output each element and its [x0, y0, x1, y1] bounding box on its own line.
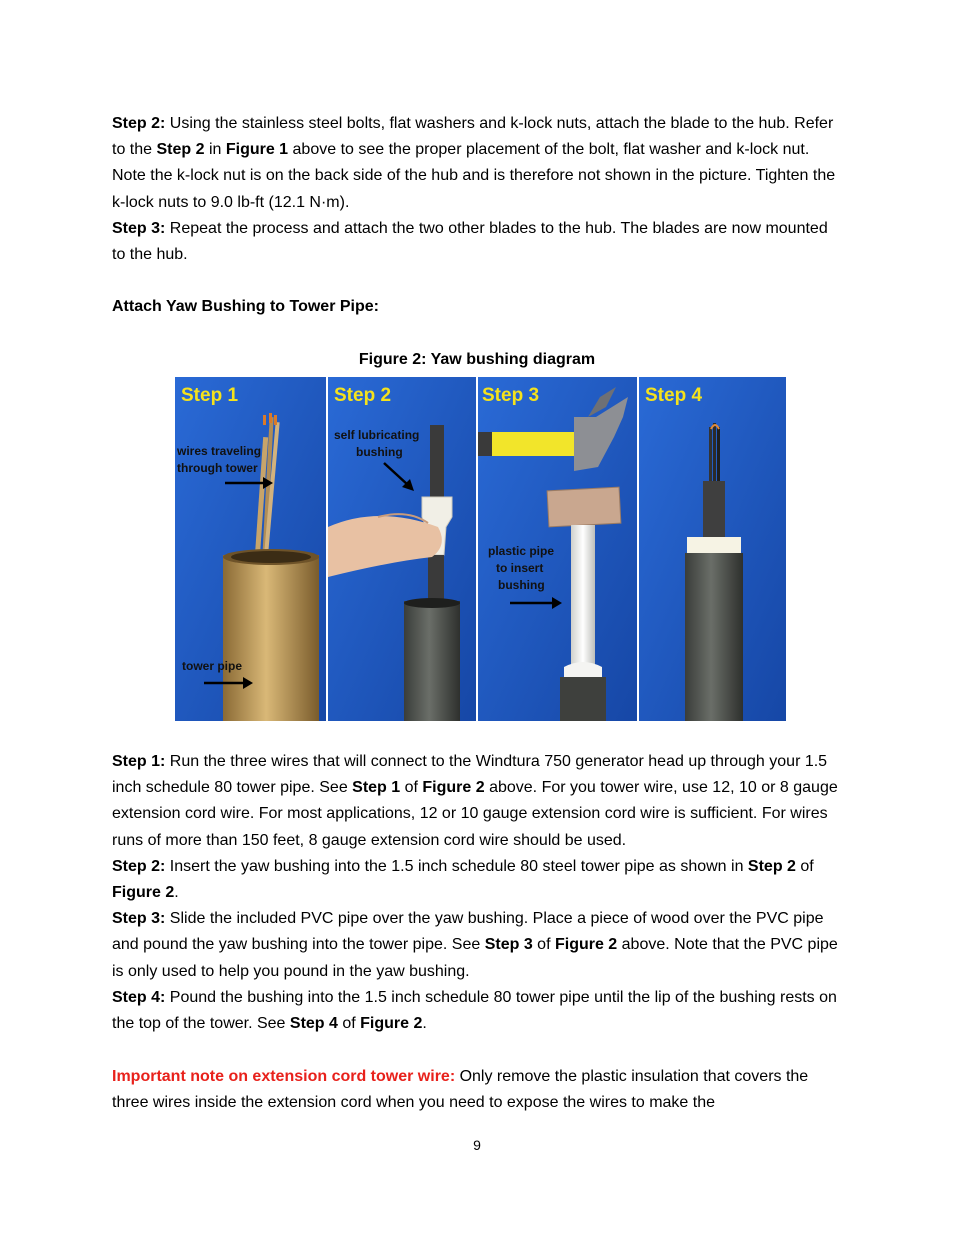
paragraph: [112, 854, 844, 906]
annotation-label: plastic pipe: [488, 544, 555, 558]
text-run: of: [532, 936, 555, 954]
bold-run: Step 2: [747, 857, 796, 875]
figure-panel-step3: [478, 377, 637, 721]
text-run: above. Note that the PVC pipe is only used to help you pound in the yaw bushing.: [112, 936, 838, 980]
bold-run: Step 4:: [112, 988, 166, 1006]
paragraph: [112, 749, 844, 854]
yaw-bushing-figure: [175, 377, 786, 721]
page-number: 9: [473, 1137, 481, 1153]
important-label: Important note on extension cord tower wire:: [112, 1068, 456, 1085]
step-label: Step 4: [645, 385, 703, 406]
text-run: Using the stainless steel bolts, flat washers and k-lock nuts, attach the blade to the hub. Refer to the: [112, 115, 834, 159]
annotation-label: bushing: [356, 445, 403, 459]
paragraph: [112, 111, 844, 216]
annotation-label: to insert: [496, 561, 544, 575]
bold-run: Step 1: [352, 779, 401, 797]
text-run: of: [400, 779, 423, 797]
paragraph: [112, 906, 844, 985]
text-run: Insert the yaw bushing into the 1.5 inch schedule 80 steel tower pipe as shown in: [165, 857, 748, 875]
figure-panel-step4: [639, 377, 786, 721]
figure-caption: Figure 2: Yaw bushing diagram: [358, 351, 596, 368]
bold-run: Step 2: [156, 141, 205, 159]
text-run: Pound the bushing into the 1.5 inch schedule 80 tower pipe until the lip of the bushing rests on the top of the tower. See: [112, 988, 837, 1033]
bold-run: Figure 1: [225, 141, 289, 159]
bold-run: Figure 2: [554, 936, 618, 954]
figure-panel-step1: [175, 377, 326, 721]
important-note: [112, 1064, 844, 1116]
bold-run: Step 2:: [112, 115, 166, 132]
paragraph: [112, 1064, 844, 1116]
yaw-bushing-steps: [112, 749, 844, 1037]
step2-blade-section: [112, 111, 844, 268]
bold-run: Step 3:: [112, 219, 166, 237]
annotation-label: through tower: [177, 461, 258, 475]
step-label: Step 3: [482, 385, 540, 406]
text-run: above. For you tower wire, use 12, 10 or 8 gauge extension cord wire. For most applications, 12 or 10 gauge extension cord wire is sufficient. For wires runs of more than 150 feet, 8 gauge extension cord wire should be used.: [112, 779, 838, 849]
paragraph: [112, 216, 844, 268]
annotation-label: bushing: [498, 578, 545, 592]
figure-panel-step2: [328, 377, 476, 721]
text-run: Repeat the process and attach the two other blades to the hub. The blades are now mounted to the hub.: [112, 219, 828, 264]
text-run: .: [174, 884, 179, 902]
text-run: .: [422, 1015, 427, 1033]
annotation-label: self lubricating: [334, 428, 420, 442]
paragraph: [112, 985, 844, 1037]
bold-run: Step 4: [289, 1015, 338, 1033]
bold-run: Step 1:: [112, 753, 166, 770]
text-run: Only remove the plastic insulation that covers the three wires inside the extension cord when you need to expose the wires to make the: [112, 1068, 809, 1112]
text-run: of: [795, 857, 814, 875]
text-run: above to see the proper placement of the bolt, flat washer and k-lock nut. Note the k-lock nut is on the back side of the hub and is therefore not shown in the picture. Tighten the k-lock nuts to 9.0 lb-ft (12.1 N·m).: [112, 141, 836, 211]
section-heading: Attach Yaw Bushing to Tower Pipe:: [112, 298, 379, 315]
bold-run: Figure 2: [422, 779, 485, 797]
text-run: in: [204, 141, 226, 159]
bold-run: Step 3:: [112, 910, 166, 928]
step-label: Step 2: [334, 385, 392, 406]
bold-run: Step 2:: [112, 857, 166, 875]
annotation-label: tower pipe: [182, 659, 243, 673]
bold-run: Figure 2: [360, 1015, 423, 1033]
bold-run: Step 3: [484, 936, 533, 954]
step-label: Step 1: [181, 385, 239, 406]
text-run: Run the three wires that will connect to the Windtura 750 generator head up through your 1.5 inch schedule 80 tower pipe. See: [112, 753, 828, 797]
bold-run: Figure 2: [112, 884, 175, 902]
text-run: of: [337, 1015, 361, 1033]
annotation-label: wires traveling: [177, 444, 262, 458]
text-run: Slide the included PVC pipe over the yaw bushing. Place a piece of wood over the PVC pipe and pound the yaw bushing into the tower pipe. See: [112, 910, 824, 954]
